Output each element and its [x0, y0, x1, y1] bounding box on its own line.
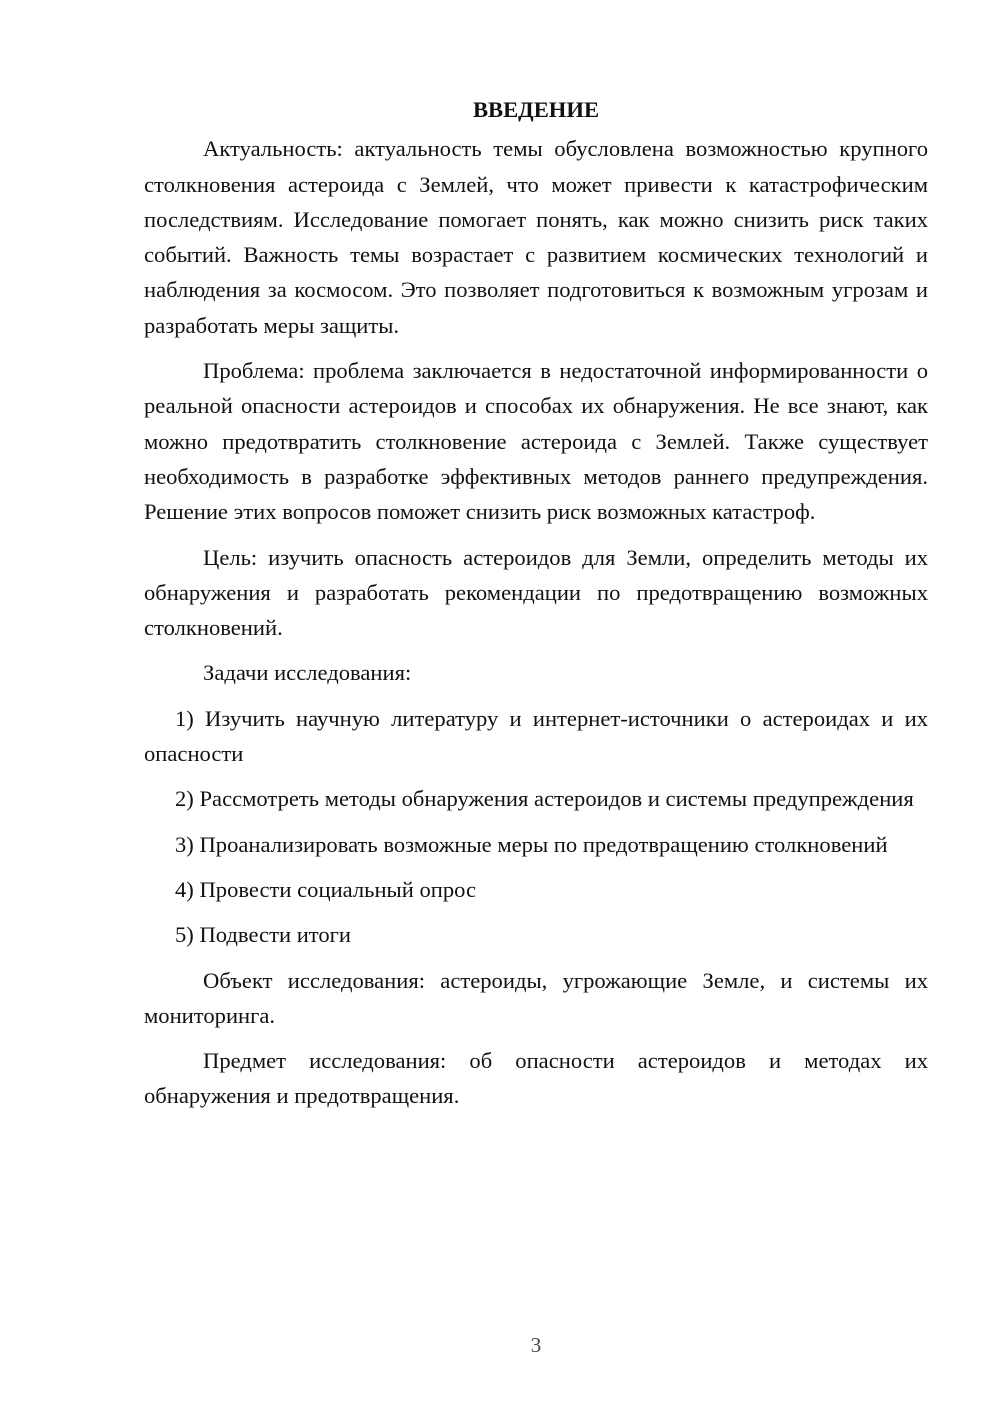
- page-number: 3: [530, 1333, 542, 1357]
- problem-paragraph: Проблема: проблема заключается в недостаточной информированности о реальной опасности астероидов и способах их обнаружения. Не все знают, как можно предотвратить столкновение астероида с Землей. Также существует необходимость в разработке эффективных методов раннего предупреждения. Решение этих вопросов поможет снизить риск возможных катастроф.: [144, 358, 928, 525]
- task-item-2: 2) Рассмотреть методы обнаружения астероидов и системы предупреждения: [175, 786, 914, 812]
- tasks-heading: Задачи исследования:: [203, 660, 412, 686]
- relevance-paragraph: Актуальность: актуальность темы обусловлена возможностью крупного столкновения астероида с Землей, что может привести к катастрофическим последствиям. Исследование помогает понять, как можно снизить риск таких событий. Важность темы возрастает с развитием космических технологий и наблюдения за космосом. Это позволяет подготовиться к возможным угрозам и разработать меры защиты.: [144, 136, 928, 338]
- subject-paragraph: Предмет исследования: об опасности астероидов и методах их обнаружения и предотвращения.: [144, 1048, 928, 1109]
- page-content: [144, 92, 928, 1124]
- task-item-3: 3) Проанализировать возможные меры по предотвращению столкновений: [175, 831, 888, 857]
- task-item-4: 4) Провести социальный опрос: [175, 876, 477, 902]
- goal-paragraph: Цель: изучить опасность астероидов для Земли, определить методы их обнаружения и разработать рекомендации по предотвращению возможных столкновений.: [144, 544, 928, 641]
- task-item-1: 1) Изучить научную литературу и интернет-источники о астероидах и их опасности: [144, 705, 928, 767]
- task-item-5: 5) Подвести итоги: [175, 922, 352, 948]
- object-paragraph: Объект исследования: астероиды, угрожающие Земле, и системы их мониторинга.: [144, 967, 928, 1028]
- page-title: ВВЕДЕНИЕ: [472, 97, 600, 122]
